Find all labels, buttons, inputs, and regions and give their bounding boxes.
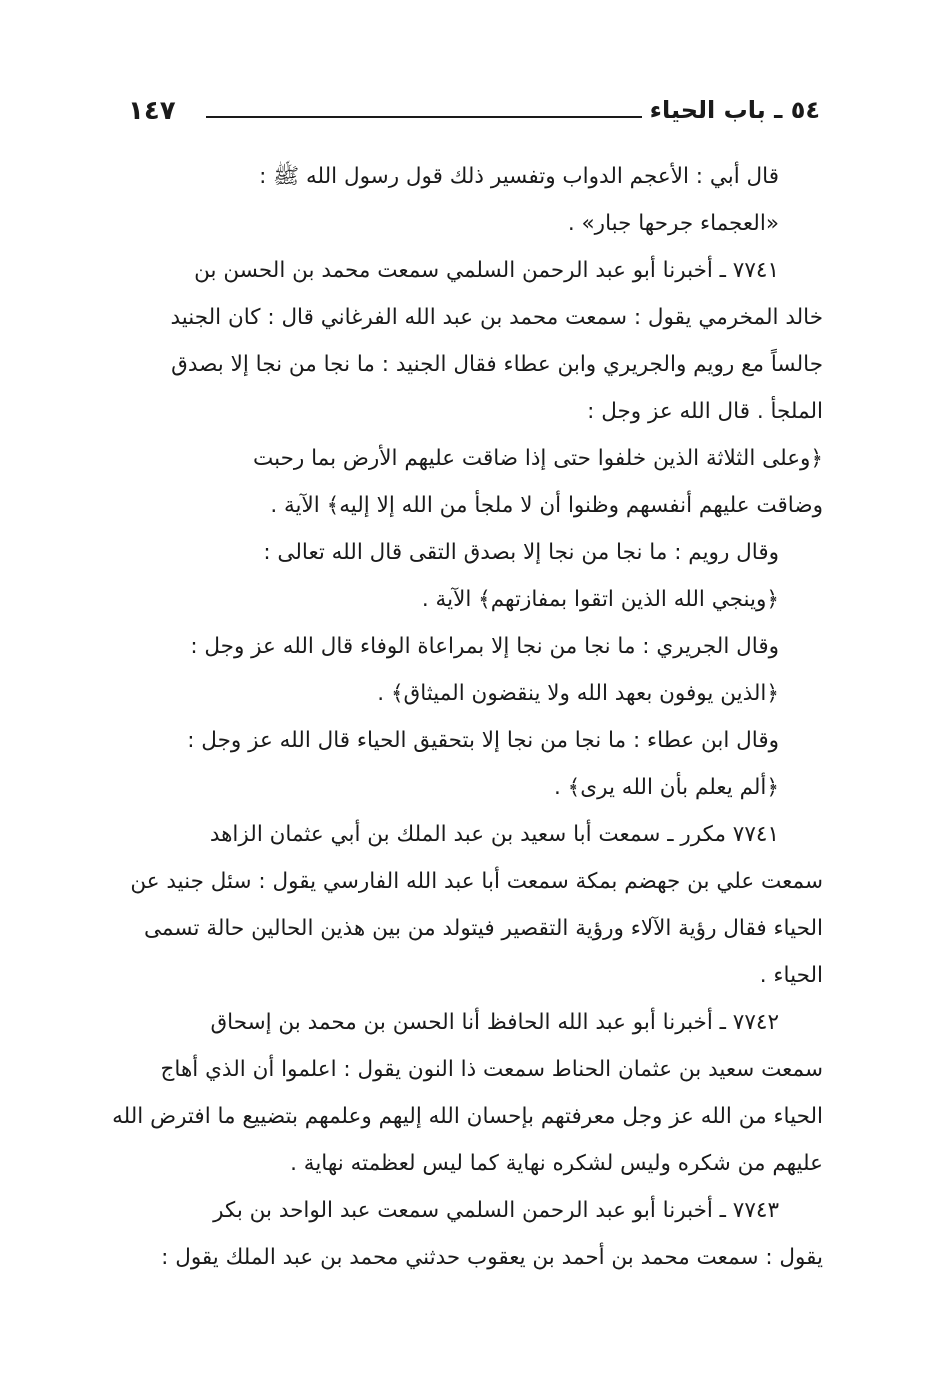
quran-verse-line: ﴿وعلى الثلاثة الذين خلفوا حتى إذا ضاقت عليهم الأرض بما رحبت <box>253 446 823 471</box>
header-rule <box>206 116 642 118</box>
text-line: الحياء فقال رؤية الآلاء ورؤية التقصير فيتولد من بين هذين الحالين حالة تسمى <box>144 916 823 941</box>
quran-verse-line: ﴿ألم يعلم بأن الله يرى﴾ . <box>554 775 779 800</box>
text-line: الحياء . <box>759 963 823 988</box>
hadith-7741-repeat-line: ٧٧٤١ مكرر ـ سمعت أبا سعيد بن عبد الملك بن أبي عثمان الزاهد <box>209 822 779 847</box>
text-line: سمعت علي بن جهضم بمكة سمعت أبا عبد الله الفارسي يقول : سئل جنيد عن <box>130 869 823 894</box>
text-line: يقول : سمعت محمد بن أحمد بن يعقوب حدثني محمد بن عبد الملك يقول : <box>161 1245 823 1270</box>
hadith-7741-line: ٧٧٤١ ـ أخبرنا أبو عبد الرحمن السلمي سمعت محمد بن الحسن بن <box>194 258 779 283</box>
text-line: الملجأ . قال الله عز وجل : <box>587 399 823 424</box>
text-line: وقال رويم : ما نجا من نجا إلا بصدق التقى قال الله تعالى : <box>263 540 779 565</box>
hadith-7743-line: ٧٧٤٣ ـ أخبرنا أبو عبد الرحمن السلمي سمعت عبد الواحد بن بكر <box>213 1198 779 1223</box>
text-line: الحياء من الله عز وجل معرفتهم بإحسان الله إليهم وعلمهم بتضييع ما افترض الله <box>112 1104 823 1129</box>
page-body <box>112 153 823 1281</box>
quran-verse-line: ﴿الذين يوفون بعهد الله ولا ينقضون الميثاق﴾ . <box>377 681 779 706</box>
text-line: عليهم من شكره وليس لشكره نهاية كما ليس لعظمته نهاية . <box>290 1151 823 1176</box>
text-line: قال أبي : الأعجم الدواب وتفسير ذلك قول رسول الله ﷺ : <box>259 164 779 189</box>
chapter-title: ٥٤ ـ باب الحياء <box>649 96 820 124</box>
text-line: جالساً مع رويم والجريري وابن عطاء فقال الجنيد : ما نجا من نجا إلا بصدق <box>171 352 823 377</box>
text-line: وقال ابن عطاء : ما نجا من نجا إلا بتحقيق الحياء قال الله عز وجل : <box>187 728 779 753</box>
text-line: وقال الجريري : ما نجا من نجا إلا بمراعاة الوفاء قال الله عز وجل : <box>190 634 779 659</box>
text-line: خالد المخرمي يقول : سمعت محمد بن عبد الله الفرغاني قال : كان الجنيد <box>170 305 823 330</box>
quran-verse-line: ﴿وينجي الله الذين اتقوا بمفازتهم﴾ الآية . <box>421 587 779 612</box>
text-line: سمعت سعيد بن عثمان الحناط سمعت ذا النون يقول : اعلموا أن الذي أهاج <box>160 1057 823 1082</box>
page-number: ١٤٧ <box>128 96 176 126</box>
hadith-7742-line: ٧٧٤٢ ـ أخبرنا أبو عبد الله الحافظ أنا الحسن بن محمد بن إسحاق <box>210 1010 779 1035</box>
text-line: «العجماء جرحها جبار» . <box>567 211 779 236</box>
running-header <box>128 96 820 136</box>
quran-verse-line: وضاقت عليهم أنفسهم وظنوا أن لا ملجأ من الله إلا إليه﴾ الآية . <box>270 493 823 518</box>
